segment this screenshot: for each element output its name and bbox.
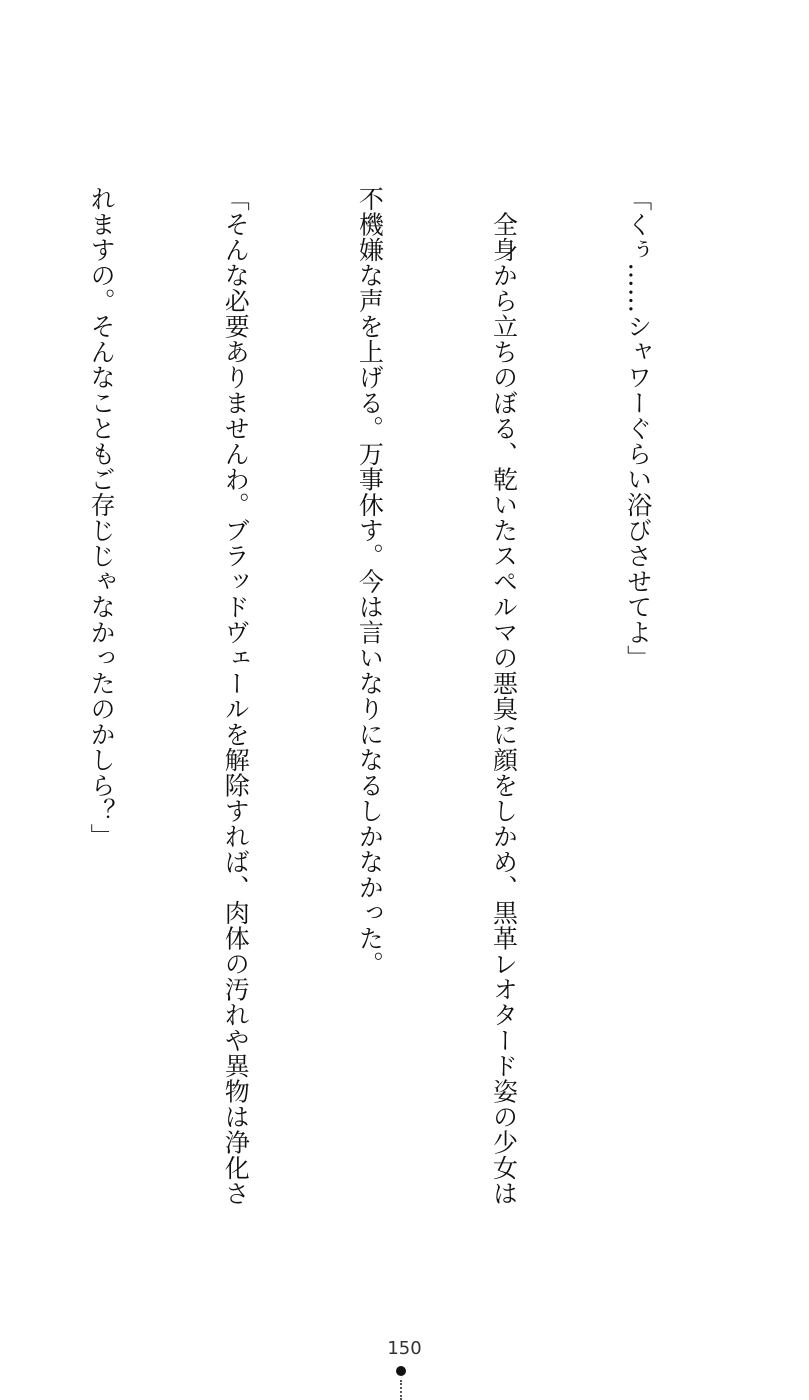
folio-divider bbox=[400, 1380, 402, 1400]
text-line: 「そんな必要ありませんわ。ブラッドヴェールを解除すれば、肉体の汚れや異物は浄化さ bbox=[221, 186, 251, 1206]
text-line: 不機嫌な声を上げる。万事休す。今は言いなりになるしかなかった。 bbox=[355, 186, 385, 977]
text-line: 「くぅ……シャワーぐらい浴びさせてよ」 bbox=[623, 186, 653, 671]
text-line: れますの。そんなこともご存じじゃなかったのかしら？」 bbox=[87, 186, 117, 849]
text-line: 全身から立ちのぼる、乾いたスペルマの悪臭に顔をしかめ、黒革レオタード姿の少女は bbox=[489, 186, 519, 1206]
folio-dot-icon bbox=[396, 1366, 406, 1376]
body-text bbox=[0, 186, 749, 1206]
page-number: 150 bbox=[387, 1338, 422, 1359]
